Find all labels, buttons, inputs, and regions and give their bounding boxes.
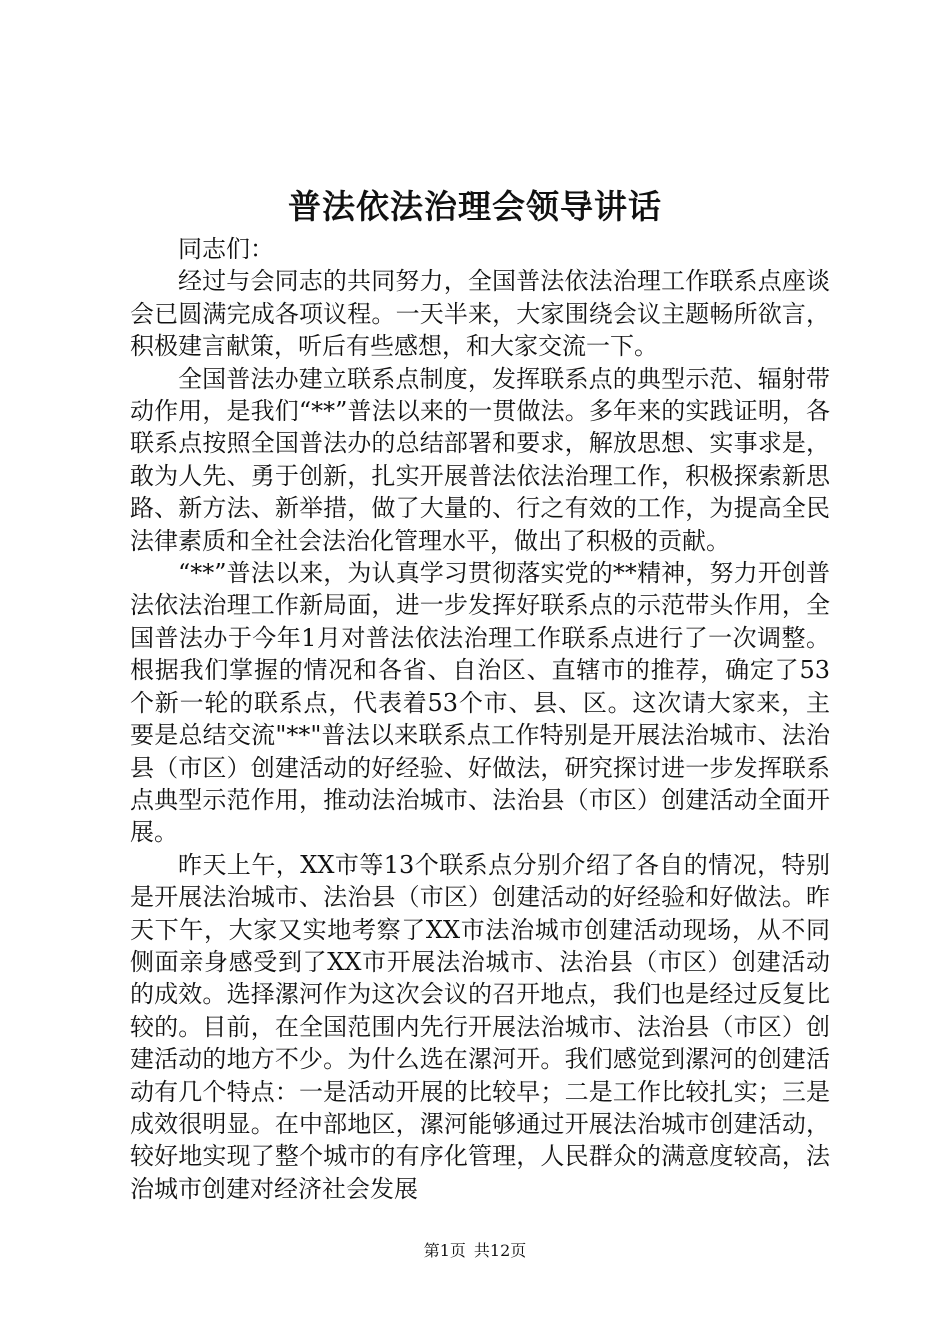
document-title: 普法依法治理会领导讲话 bbox=[288, 187, 662, 226]
page-number: 第1页 bbox=[423, 1241, 466, 1260]
paragraph-2: 全国普法办建立联系点制度，发挥联系点的典型示范、辐射带动作用，是我们“**”普法以来的一贯做法。多年来的实践证明，各联系点按照全国普法办的总结部署和要求，解放思想、实事求是，敢为人先、勇于创新，扎实开展普法依法治理工作，积极探索新思路、新方法、新举措，做了大量的、行之有效的工作，为提高全民法律素质和全社会法治化管理水平，做出了积极的贡献。 bbox=[130, 364, 830, 555]
document-body bbox=[130, 233, 830, 1205]
salutation: 同志们： bbox=[178, 235, 274, 263]
page-footer bbox=[0, 1240, 950, 1262]
paragraph-3: “**”普法以来，为认真学习贯彻落实党的**精神，努力开创普法依法治理工作新局面，进一步发挥好联系点的示范带头作用，全国普法办于今年1月对普法依法治理工作联系点进行了一次调整。根据我们掌握的情况和各省、自治区、直辖市的推荐，确定了53个新一轮的联系点，代表着53个市、县、区。这次请大家来，主要是总结交流"**"普法以来联系点工作特别是开展法治城市、法治县（市区）创建活动的好经验、好做法，研究探讨进一步发挥联系点典型示范作用，推动法治城市、法治县（市区）创建活动全面开展。 bbox=[130, 559, 830, 847]
paragraph-1: 经过与会同志的共同努力，全国普法依法治理工作联系点座谈会已圆满完成各项议程。一天半来，大家围绕会议主题畅所欲言，积极建言献策，听后有些感想，和大家交流一下。 bbox=[130, 267, 830, 361]
page-total: 共12页 bbox=[473, 1241, 527, 1260]
paragraph-4: 昨天上午，XX市等13个联系点分别介绍了各自的情况，特别是开展法治城市、法治县（市区）创建活动的好经验和好做法。昨天下午，大家又实地考察了XX市法治城市创建活动现场，从不同侧面亲身感受到了XX市开展法治城市、法治县（市区）创建活动的成效。选择漯河作为这次会议的召开地点，我们也是经过反复比较的。目前，在全国范围内先行开展法治城市、法治县（市区）创建活动的地方不少。为什么选在漯河开。我们感觉到漯河的创建活动有几个特点：一是活动开展的比较早；二是工作比较扎实；三是成效很明显。在中部地区，漯河能够通过开展法治城市创建活动，较好地实现了整个城市的有序化管理，人民群众的满意度较高，法治城市创建对经济社会发展 bbox=[130, 850, 830, 1203]
